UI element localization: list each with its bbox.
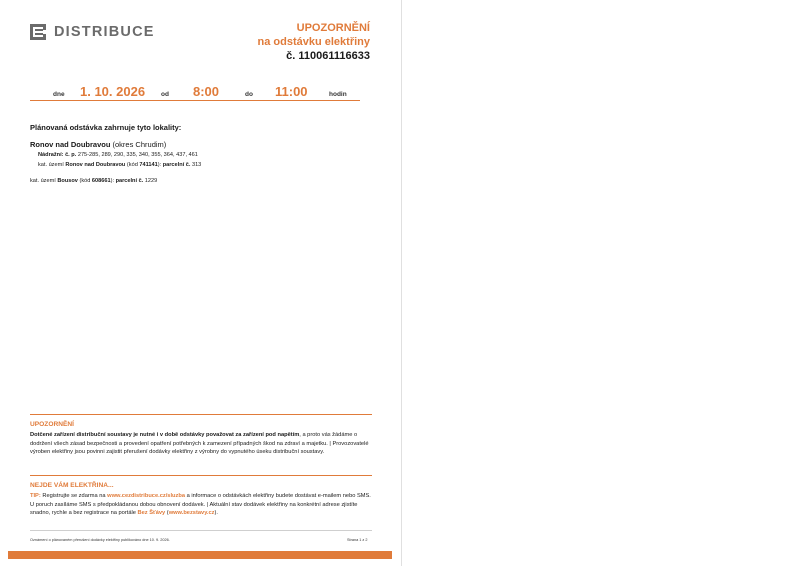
tip-body-1: Registrujte se zdarma na <box>40 493 108 499</box>
street-line <box>38 152 198 158</box>
street-name: Nádražní: <box>38 152 64 158</box>
page-number: Strana 1 z 2 <box>347 538 368 542</box>
parcel-area: Bousov <box>57 178 78 184</box>
tip-divider <box>30 475 372 476</box>
notice-subtitle: na odstávku elektřiny <box>257 36 370 48</box>
cez-logo-icon <box>30 24 46 40</box>
outage-end-time: 11:00 <box>275 84 308 99</box>
town-name: Ronov nad Doubravou <box>30 140 111 149</box>
warning-text <box>30 431 374 457</box>
brand-logo <box>30 24 155 40</box>
to-label: do <box>245 91 253 98</box>
parcel-prefix: kat. území <box>38 162 64 168</box>
outage-start-time: 8:00 <box>193 84 220 99</box>
notice-title: UPOZORNĚNÍ <box>296 22 370 34</box>
street-cp-label: č. p. <box>65 152 77 158</box>
bez-stavy-link[interactable]: Bez Šťávy <box>137 510 166 517</box>
warning-title: UPOZORNĚNÍ <box>30 421 74 428</box>
from-label: od <box>161 91 169 98</box>
tip-body-3: ( <box>165 510 169 517</box>
document-page-back <box>401 0 800 566</box>
notice-number: č. 110061116633 <box>286 50 370 62</box>
tip-body-4: ). <box>214 510 219 517</box>
schedule-line <box>30 82 360 101</box>
hours-label: hodin <box>329 91 347 98</box>
bezstavy-link[interactable]: www.bezstavy.cz <box>168 510 215 517</box>
parcel-code-post: ): <box>110 178 114 184</box>
date-label: dne <box>53 91 65 98</box>
parcel-code: 741141 <box>139 162 158 168</box>
warning-body: , a proto vás žádáme o dodržení všech zásad bezpečnosti a provedení opatření potřebných k zamezení případných škod na zdraví a majetku. | Provozovatelé výroben elektřiny jsou povinni zajistit přerušení dodávky elektřiny z výrobny do vypnutého úseku distribuční soustavy. <box>30 432 369 456</box>
parcel-prefix: kat. území <box>30 178 56 184</box>
tip-body-2: a informace o odstávkách elektřiny budete dostávat e-mailem nebo SMS. U poruch zasíláme SMS s předpokládanou dobou obnovení dodávek. | Aktuální stav dodávek elektřiny na konkrétní adrese zjistíte snadno, rychle a bez registrace na portále <box>30 493 371 517</box>
parcel-code-pre: (kód <box>79 178 91 184</box>
street-numbers: 275-285, 289, 290, 335, 340, 355, 364, 437, 461 <box>77 152 198 158</box>
parcel-code-pre: (kód <box>126 162 138 168</box>
district-name: (okres Chrudim) <box>112 140 167 149</box>
parcel-label: parcelní č. <box>162 162 191 168</box>
cezdistribuce-link[interactable]: www.cezdistribuce.cz/sluzba <box>107 493 185 499</box>
notice-header <box>170 21 370 63</box>
parcel-label: parcelní č. <box>115 178 144 184</box>
outage-date: 1. 10. 2026 <box>80 84 146 99</box>
brand-name: DISTRIBUCE <box>54 24 155 40</box>
parcel-code-post: ): <box>157 162 162 168</box>
tip-text <box>30 492 374 518</box>
parcel-value: 1229 <box>144 178 158 184</box>
parcel-line-2 <box>30 178 157 184</box>
parcel-line-1 <box>38 162 201 168</box>
footer-bar <box>8 551 392 559</box>
warning-divider <box>30 414 372 415</box>
parcel-value: 313 <box>191 162 202 168</box>
parcel-area: Ronov nad Doubravou <box>65 162 126 168</box>
footer-divider <box>30 530 372 531</box>
warning-bold: Dotčené zařízení distribuční soustavy je nutné i v době odstávky považovat za zařízení pod napětím <box>30 432 300 438</box>
localities-intro: Plánovaná odstávka zahrnuje tyto lokality: <box>30 123 182 132</box>
locality-town <box>30 140 166 149</box>
tip-title: NEJDE VÁM ELEKTŘINA... <box>30 482 114 489</box>
publication-note: Oznámení o plánovaném přerušení dodávky elektřiny publikováno dne 10. 9. 2026. <box>30 538 170 542</box>
tip-label: TIP: <box>30 493 41 499</box>
parcel-code: 608661 <box>91 178 111 184</box>
